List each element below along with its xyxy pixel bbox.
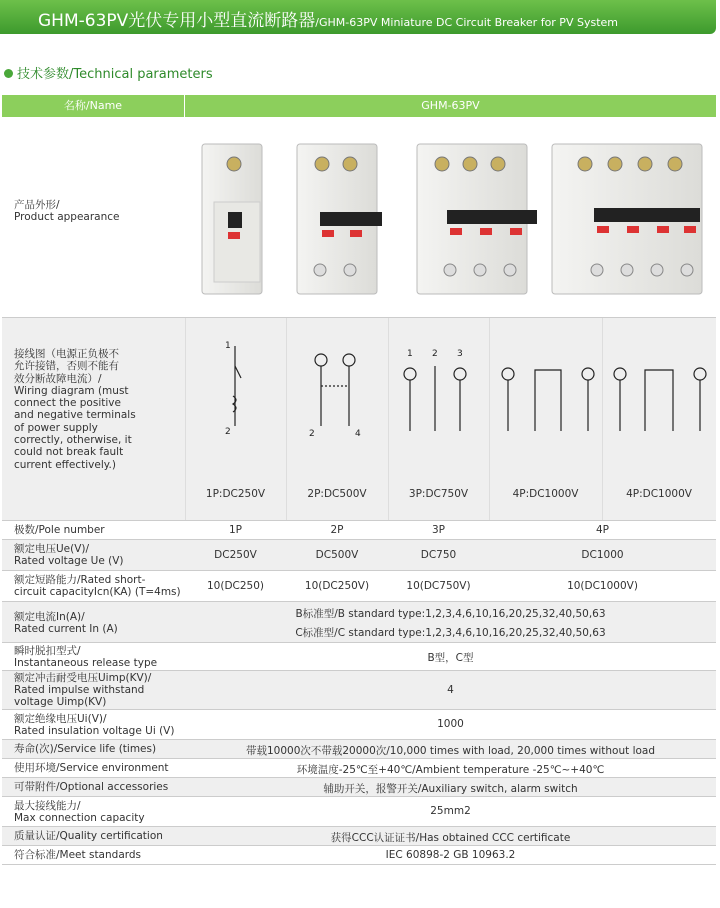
svg-text:4: 4 <box>355 429 361 439</box>
banner-title-en: /GHM-63PV Miniature DC Circuit Breaker for PV System <box>315 16 618 29</box>
standards-label: 符合标准/Meet standards <box>14 849 142 861</box>
wiring-caption: 4P:DC1000V <box>626 488 692 500</box>
section-title-text: 技术参数/Technical parameters <box>17 67 213 82</box>
svg-text:2: 2 <box>432 349 438 359</box>
poles-value: 4P <box>595 524 609 536</box>
wiring-row <box>2 318 716 521</box>
wiring-label <box>14 348 174 471</box>
poles-value: 3P <box>431 524 445 536</box>
insulation-label-cn: 额定绝缘电压Ui(V)/ <box>14 713 107 725</box>
life-value: 带载10000次不带载20000次/10,000 times with load, 20,000 times without load <box>245 745 656 757</box>
wiring-label-line: correctly, otherwise, it <box>14 434 132 447</box>
connection-label <box>14 800 145 824</box>
wiring-label-line: of power supply <box>14 421 98 434</box>
svg-text:2: 2 <box>309 429 315 439</box>
voltage-value: DC1000 <box>581 549 624 561</box>
breaking-label-cn: 额定短路能力/Rated short- <box>14 574 146 586</box>
voltage-label <box>14 543 124 567</box>
wiring-label-line: Wiring diagram (must <box>14 384 129 397</box>
accessories-label: 可带附件/Optional accessories <box>14 781 169 793</box>
certification-label: 质量认证/Quality certification <box>14 830 163 842</box>
current-b-type: B标准型/B standard type:1,2,3,4,6,10,16,20,25,32,40,50,63 <box>295 608 606 620</box>
breaking-value: 10(DC1000V) <box>567 580 638 592</box>
svg-text:1: 1 <box>407 349 413 359</box>
voltage-value: DC250V <box>214 549 257 561</box>
breaking-value: 10(DC250) <box>206 580 264 592</box>
wiring-label-line: 效分断故障电流）/ <box>14 372 102 385</box>
wiring-caption: 3P:DC750V <box>408 488 469 500</box>
connection-label-cn: 最大接线能力/ <box>14 800 81 812</box>
certification-row <box>2 827 716 846</box>
section-title <box>4 63 213 82</box>
wiring-diagrams <box>185 336 716 446</box>
breaking-value: 10(DC250V) <box>304 580 370 592</box>
voltage-value: DC750 <box>420 549 457 561</box>
voltage-label-en: Rated voltage Ue (V) <box>14 555 124 567</box>
wiring-diagram-1p <box>225 341 241 437</box>
current-label-en: Rated current In (A) <box>14 623 118 635</box>
breaker-3p-image <box>417 144 537 294</box>
banner-title <box>38 6 618 31</box>
environment-label: 使用环境/Service environment <box>14 762 169 774</box>
connection-value: 25mm2 <box>430 805 471 817</box>
impulse-label-line: voltage Uimp(KV) <box>14 696 107 708</box>
wiring-label-line: connect the positive <box>14 397 121 410</box>
appearance-label-cn: 产品外形/ <box>14 199 60 211</box>
impulse-label-line: 额定冲击耐受电压Uimp(KV)/ <box>14 672 152 684</box>
current-c-type: C标准型/C standard type:1,2,3,4,6,10,16,20,25,32,40,50,63 <box>295 627 606 639</box>
release-row <box>2 643 716 671</box>
insulation-value: 1000 <box>437 718 464 730</box>
wiring-label-line: could not break fault <box>14 446 124 459</box>
impulse-value: 4 <box>447 684 454 696</box>
product-images <box>192 142 712 317</box>
svg-text:1: 1 <box>225 341 231 351</box>
release-label-cn: 瞬时脱扣型式/ <box>14 645 81 657</box>
release-label <box>14 645 157 669</box>
poles-value: 2P <box>330 524 344 536</box>
svg-text:3: 3 <box>457 349 463 359</box>
breaking-value: 10(DC750V) <box>406 580 471 592</box>
breaking-row <box>2 571 716 602</box>
breaking-label-en: circuit capacityIcn(KA) (T=4ms) <box>14 586 181 598</box>
breaker-1p-image <box>202 144 262 294</box>
title-banner <box>0 0 716 34</box>
banner-title-cn: GHM-63PV光伏专用小型直流断路器 <box>38 11 316 31</box>
insulation-row <box>2 710 716 740</box>
poles-row <box>2 521 716 540</box>
connection-row <box>2 797 716 827</box>
wiring-caption: 4P:DC1000V <box>512 488 579 500</box>
table-header <box>2 95 716 117</box>
insulation-label <box>14 713 174 737</box>
life-row <box>2 740 716 759</box>
current-label-cn: 额定电流In(A)/ <box>14 611 85 623</box>
appearance-label <box>14 199 120 223</box>
poles-label: 极数/Pole number <box>14 524 105 536</box>
wiring-caption: 1P:DC250V <box>205 488 266 500</box>
life-label: 寿命(次)/Service life (times) <box>14 743 157 755</box>
standards-value: IEC 60898-2 GB 10963.2 <box>385 849 516 861</box>
current-label <box>14 611 118 635</box>
wiring-caption: 2P:DC500V <box>307 488 367 500</box>
breaking-label <box>14 574 181 598</box>
wiring-diagram-4p-a <box>502 368 594 431</box>
current-row <box>2 602 716 643</box>
connection-label-en: Max connection capacity <box>14 812 145 824</box>
wiring-diagram-3p <box>404 349 466 431</box>
bullet-icon <box>4 69 13 78</box>
wiring-label-line: current effectively.) <box>14 458 116 471</box>
standards-row <box>2 846 716 865</box>
accessories-value: 辅助开关，报警开关/Auxiliary switch, alarm switch <box>323 783 578 795</box>
svg-text:2: 2 <box>225 427 231 437</box>
environment-value: 环境温度-25℃至+40℃/Ambient temperature -25℃~+40℃ <box>296 764 605 776</box>
wiring-diagram-2p <box>309 354 361 439</box>
breaker-2p-image <box>297 144 382 294</box>
voltage-label-cn: 额定电压Ue(V)/ <box>14 543 90 555</box>
voltage-row <box>2 540 716 571</box>
voltage-value: DC500V <box>315 549 359 561</box>
wiring-diagram-4p-b <box>614 368 706 431</box>
insulation-label-en: Rated insulation voltage Ui (V) <box>14 725 175 737</box>
release-label-en: Instantaneous release type <box>14 657 158 669</box>
header-model: GHM-63PV <box>421 99 480 112</box>
wiring-label-line: 接线图（电源正负极不 <box>14 348 119 360</box>
release-value: B型，C型 <box>427 652 474 664</box>
breaker-4p-image <box>552 144 702 294</box>
environment-row <box>2 759 716 778</box>
impulse-row <box>2 671 716 710</box>
appearance-label-en: Product appearance <box>14 211 120 223</box>
accessories-row <box>2 778 716 797</box>
certification-value: 获得CCC认证证书/Has obtained CCC certificate <box>330 832 571 844</box>
impulse-label <box>14 672 151 708</box>
poles-value: 1P <box>228 524 242 536</box>
wiring-label-line: and negative terminals <box>14 409 136 422</box>
header-name-label: 名称/Name <box>2 95 185 117</box>
impulse-label-line: Rated impulse withstand <box>14 684 145 696</box>
appearance-row <box>2 117 716 318</box>
wiring-label-line: 允许接错，否则不能有 <box>14 360 119 373</box>
